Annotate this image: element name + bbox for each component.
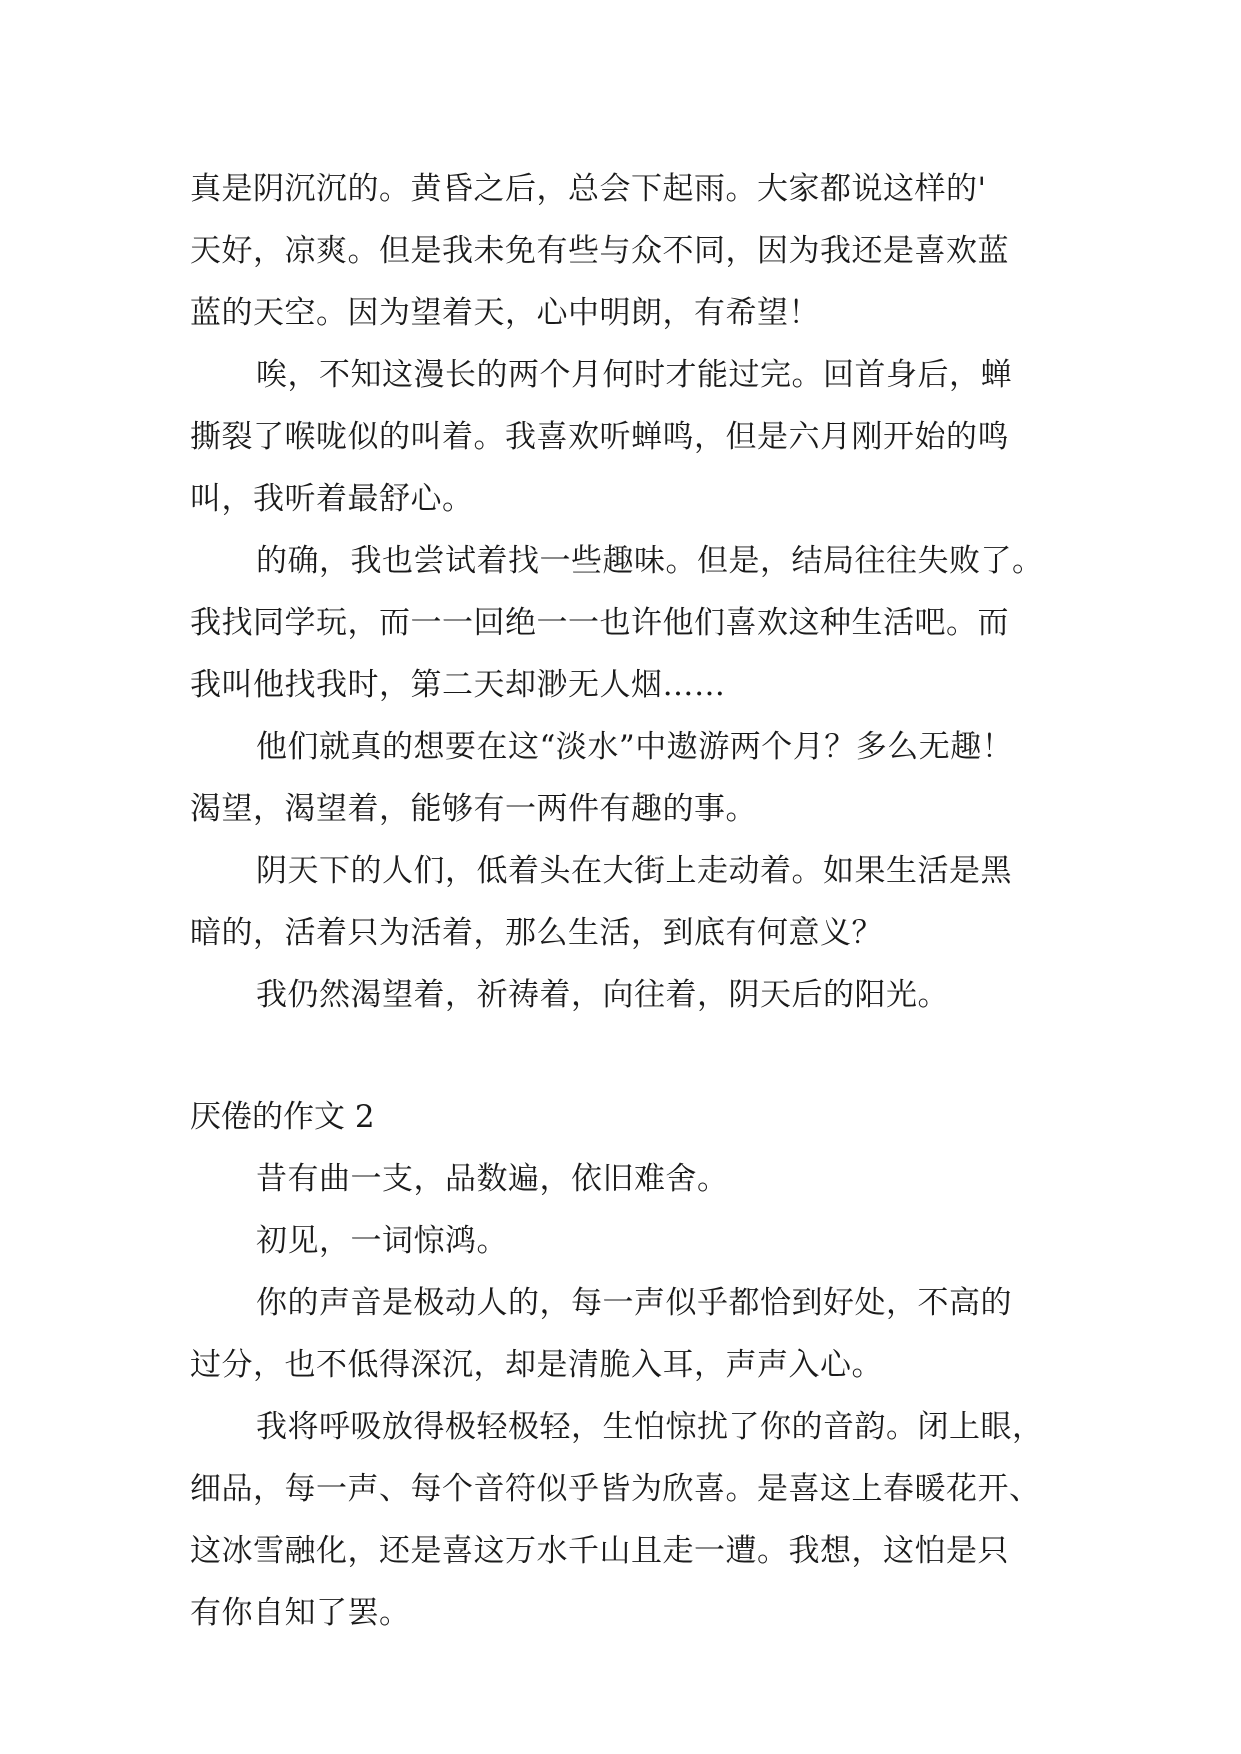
text-line: 我将呼吸放得极轻极轻，生怕惊扰了你的音韵。闭上眼， — [256, 1409, 1044, 1445]
paragraph — [190, 1148, 1056, 1210]
text-line: 真是阴沉沉的。黄昏之后，总会下起雨。大家都说这样的' — [190, 171, 987, 207]
text-line: 阴天下的人们，低着头在大街上走动着。如果生活是黑 — [256, 853, 1012, 889]
paragraph — [190, 530, 1056, 716]
text-line: 渴望，渴望着，能够有一两件有趣的事。 — [190, 791, 757, 827]
text-line: 初见，一词惊鸿。 — [256, 1223, 508, 1259]
text-line: 叫，我听着最舒心。 — [190, 481, 474, 517]
paragraph — [190, 716, 1056, 840]
paragraph — [190, 158, 1056, 344]
paragraph — [190, 1272, 1056, 1396]
text-line: 天好，凉爽。但是我未免有些与众不同，因为我还是喜欢蓝 — [190, 233, 1009, 269]
document-body — [190, 158, 1056, 1644]
section-title: 厌倦的作文 2 — [190, 1099, 375, 1135]
text-line: 有你自知了罢。 — [190, 1595, 411, 1631]
text-line: 我仍然渴望着，祈祷着，向往着，阴天后的阳光。 — [256, 977, 949, 1013]
paragraph — [190, 344, 1056, 530]
paragraph — [190, 1210, 1056, 1272]
text-line: 唉，不知这漫长的两个月何时才能过完。回首身后，蝉 — [256, 357, 1012, 393]
text-line: 暗的，活着只为活着，那么生活，到底有何意义？ — [190, 915, 883, 951]
section-gap — [190, 1026, 1056, 1086]
text-line: 撕裂了喉咙似的叫着。我喜欢听蝉鸣，但是六月刚开始的鸣 — [190, 419, 1009, 455]
text-line: 这冰雪融化，还是喜这万水千山且走一遭。我想，这怕是只 — [190, 1533, 1009, 1569]
text-line: 过分，也不低得深沉，却是清脆入耳，声声入心。 — [190, 1347, 883, 1383]
text-line: 昔有曲一支，品数遍，依旧难舍。 — [256, 1161, 729, 1197]
text-line: 他们就真的想要在这“淡水”中遨游两个月？多么无趣！ — [256, 729, 1014, 765]
text-line: 细品，每一声、每个音符似乎皆为欣喜。是喜这上春暖花开、 — [190, 1471, 1041, 1507]
text-line: 你的声音是极动人的，每一声似乎都恰到好处，不高的 — [256, 1285, 1012, 1321]
paragraph — [190, 964, 1056, 1026]
text-line: 的确，我也尝试着找一些趣味。但是，结局往往失败了。 — [256, 543, 1044, 579]
text-line: 蓝的天空。因为望着天，心中明朗，有希望！ — [190, 295, 820, 331]
paragraph — [190, 1396, 1056, 1644]
text-line: 我叫他找我时，第二天却渺无人烟…… — [190, 667, 726, 703]
paragraph — [190, 840, 1056, 964]
text-line: 我找同学玩，而一一回绝一一也许他们喜欢这种生活吧。而 — [190, 605, 1009, 641]
